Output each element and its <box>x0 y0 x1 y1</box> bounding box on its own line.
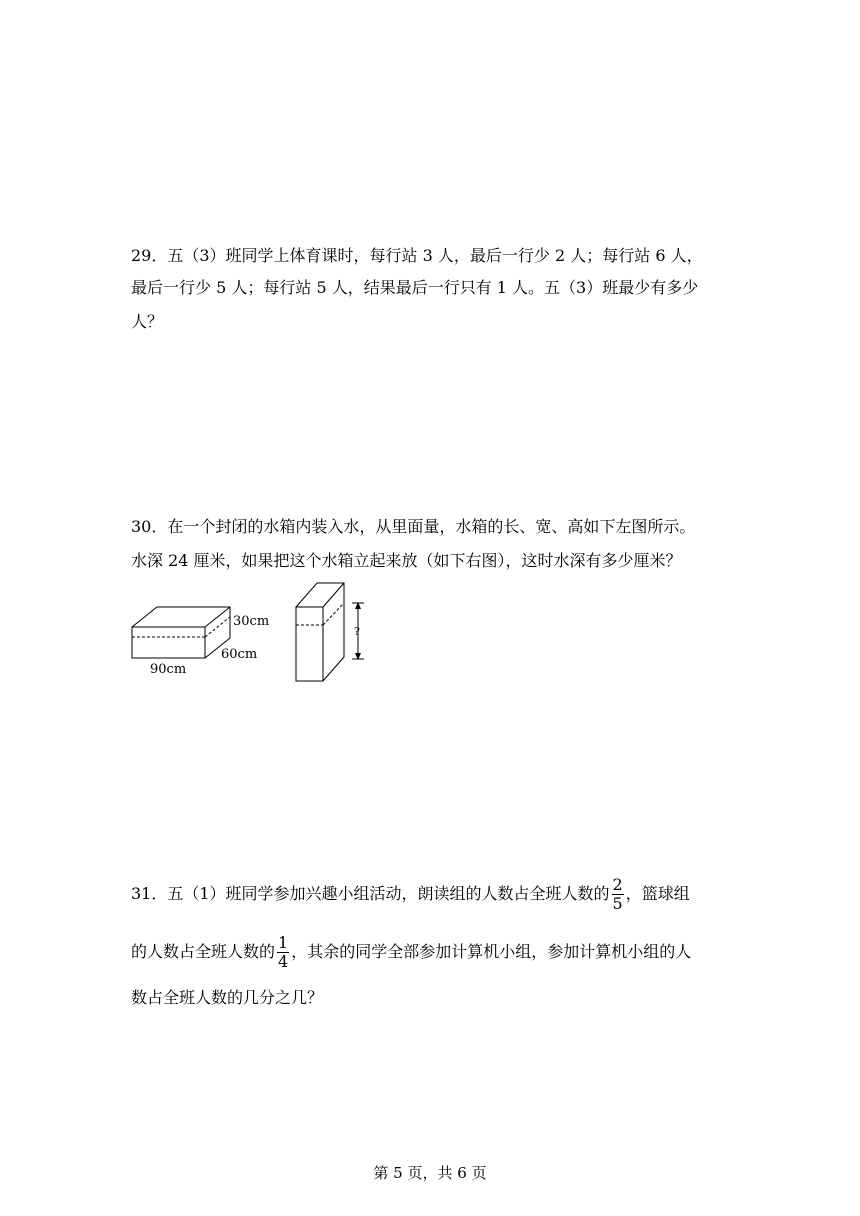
lying-tank-diagram <box>132 607 230 658</box>
height-label: 30cm <box>233 614 270 629</box>
question-31-line-1 <box>131 870 690 918</box>
fraction-2-denominator: 4 <box>278 952 289 971</box>
question-31-line-3: 数占全班人数的几分之几？ <box>131 988 324 1007</box>
question-31-line-2-tail: ，其余的同学全部参加计算机小组，参加计算机小组的人 <box>291 942 692 961</box>
question-31-line-1-text: 31．五（1）班同学参加兴趣小组活动，朗读组的人数占全班人数的 <box>131 884 610 903</box>
fraction-2-numerator: 1 <box>278 933 289 952</box>
question-29-line-2: 最后一行少 5 人；每行站 5 人，结果最后一行只有 1 人。五（3）班最少有多少 <box>131 278 699 297</box>
question-31-line-2 <box>131 928 691 976</box>
question-29-line-3: 人？ <box>131 312 164 331</box>
fraction-one-fourth <box>277 934 289 971</box>
question-30-line-1: 30．在一个封闭的水箱内装入水，从里面量，水箱的长、宽、高如下左图所示。 <box>131 517 696 536</box>
length-label: 90cm <box>150 662 187 677</box>
fraction-1-numerator: 2 <box>612 875 623 894</box>
unknown-depth-label: ? <box>354 625 360 638</box>
question-29-line-1: 29．五（3）班同学上体育课时，每行站 3 人，最后一行少 2 人；每行站 6 人， <box>131 246 703 265</box>
fraction-1-denominator: 5 <box>612 894 623 913</box>
water-tank-figure <box>120 580 380 690</box>
page-footer: 第 5 页，共 6 页 <box>373 1164 487 1182</box>
fraction-two-fifths <box>612 876 624 913</box>
question-30-line-2: 水深 24 厘米，如果把这个水箱立起来放（如下右图），这时水深有多少厘米？ <box>131 551 682 570</box>
width-label: 60cm <box>221 647 258 662</box>
question-31-line-2-text: 的人数占全班人数的 <box>131 942 276 961</box>
question-31-line-1-tail: ，篮球组 <box>625 884 690 903</box>
